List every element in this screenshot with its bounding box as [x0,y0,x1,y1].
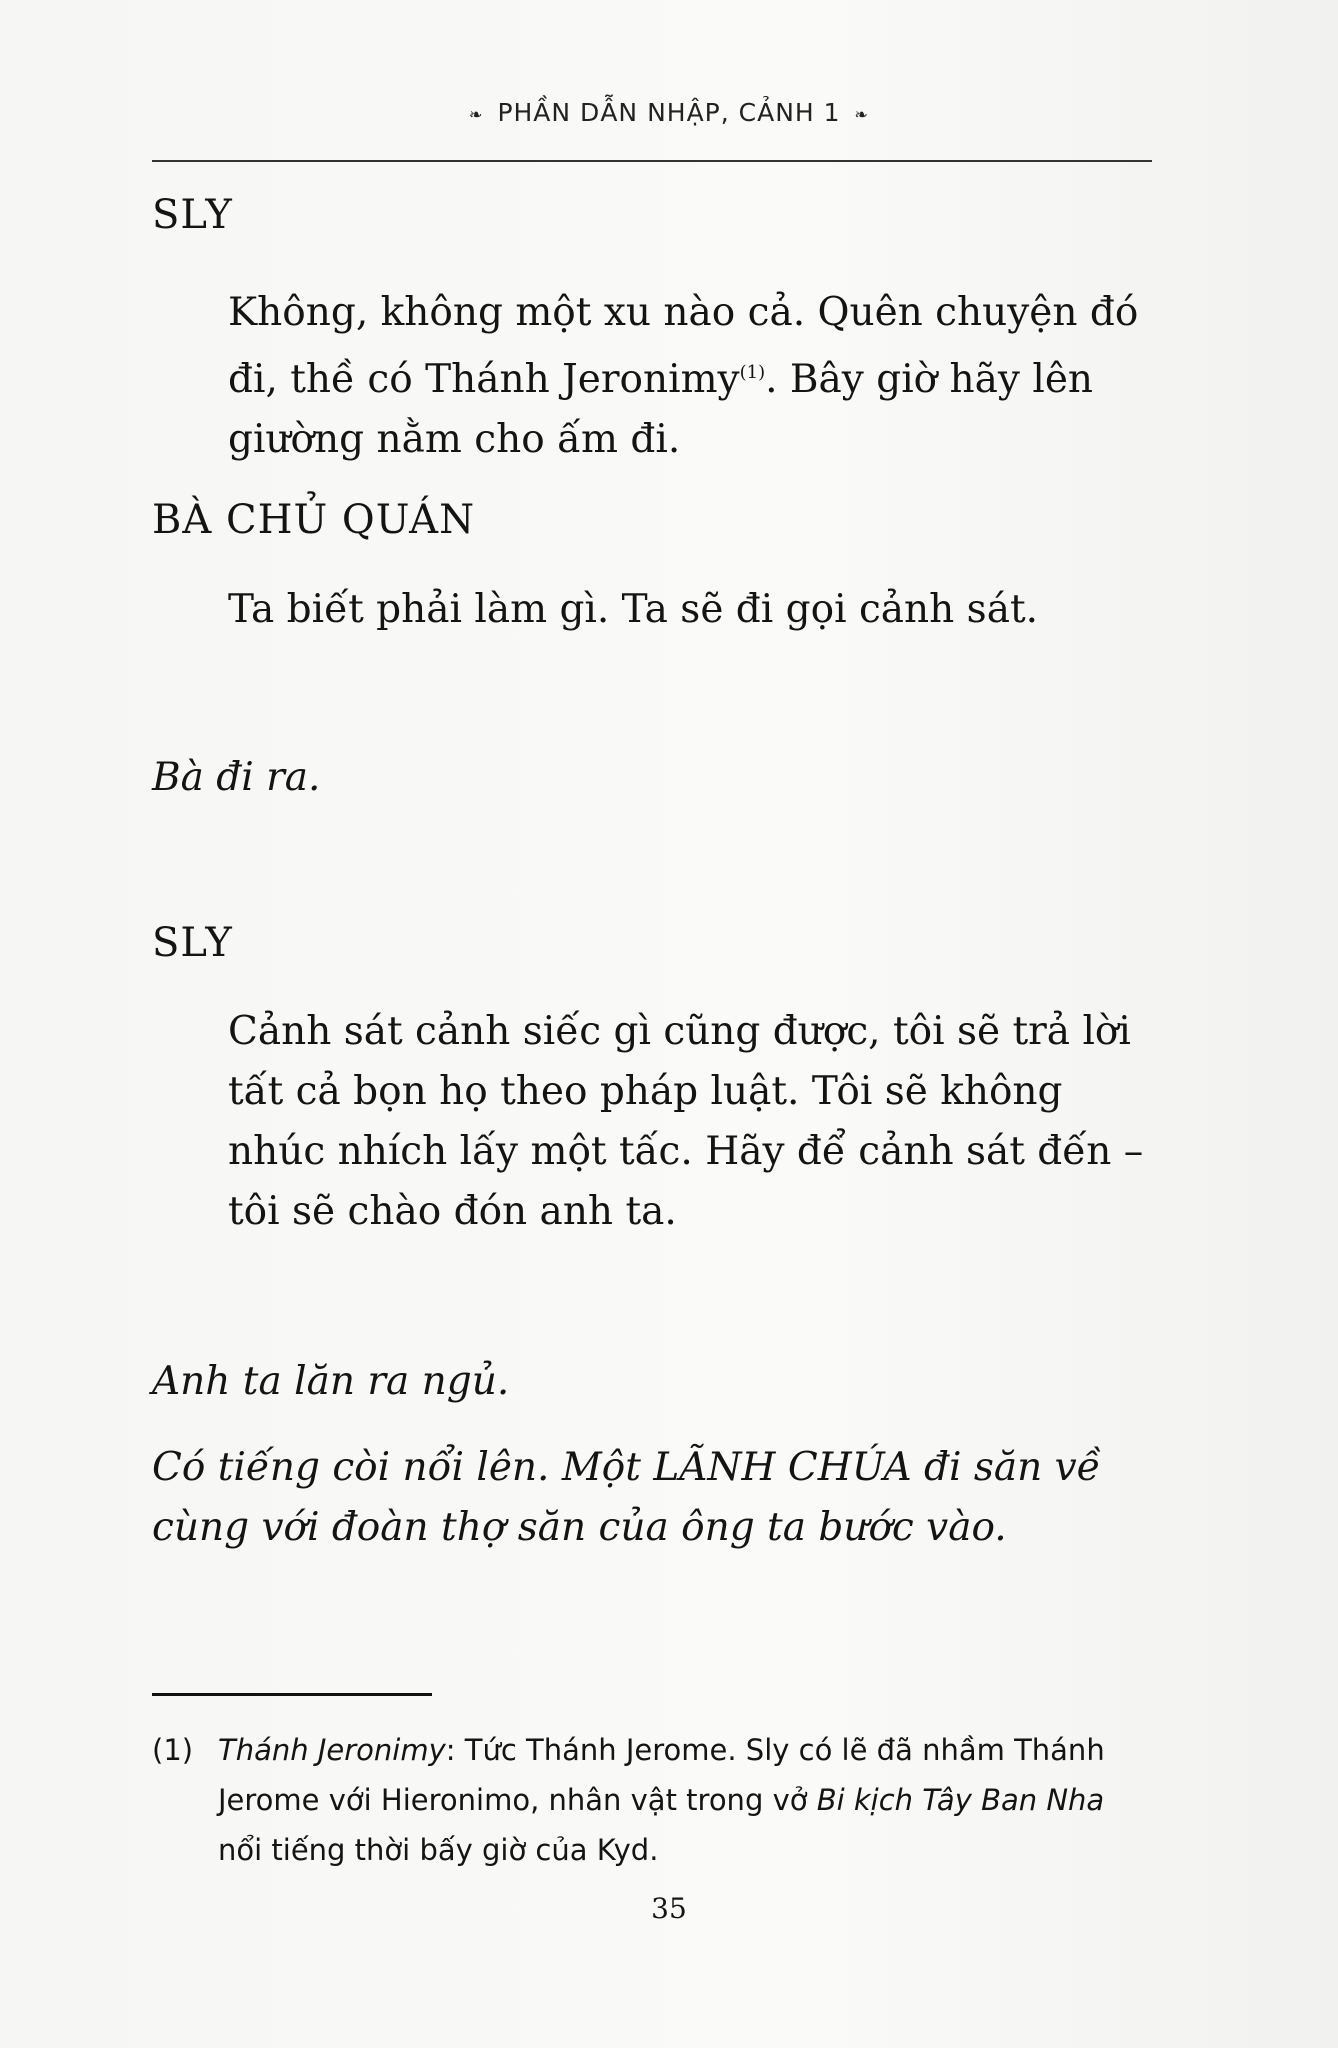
footnote-ref[interactable]: (1) [739,362,766,383]
footnote-number: (1) [152,1733,194,1767]
header-rule [152,160,1152,162]
stage-direction: Có tiếng còi nổi lên. Một LÃNH CHÚA đi săn về cùng với đoàn thợ săn của ông ta bước vào. [152,1445,1101,1550]
ornament-icon: ❧ [469,104,484,124]
ornament-icon: ❧ [854,104,869,124]
speech-text: Không, không một xu nào cả. Quên chuyện đó đi, thề có Thánh Jeronimy$^{(1)}$. Bây giờ hãy lên giường nằm cho ấm đi. [228,290,1139,462]
speaker-name: BÀ CHỦ QUÁN [152,497,476,543]
speech-text: Ta biết phải làm gì. Ta sẽ đi gọi cảnh sát. [228,587,1039,632]
running-head [0,98,1338,127]
running-head-title: PHẦN DẪN NHẬP, CẢNH 1 [497,98,841,127]
speaker-name: SLY [152,920,233,966]
page-number: 35 [651,1892,687,1925]
footnote-rule [152,1693,432,1696]
footnote: (1) Thánh Jeronimy: Tức Thánh Jerome. Sly có lẽ đã nhầm Thánh Jerome với Hieronimo, nhân vật trong vở Bi kịch Tây Ban Nha nổi tiếng thời bấy giờ của Kyd. [152,1725,1152,1875]
stage-direction: Anh ta lăn ra ngủ. [152,1359,510,1404]
character-caps: LÃNH CHÚA [653,1445,912,1490]
stage-direction: Bà đi ra. [152,755,321,800]
speaker-name: SLY [152,192,233,238]
speech-text: Cảnh sát cảnh siếc gì cũng được, tôi sẽ trả lời tất cả bọn họ theo pháp luật. Tôi sẽ không nhúc nhích lấy một tấc. Hãy để cảnh sát đến – tôi sẽ chào đón anh ta. [228,1009,1144,1234]
